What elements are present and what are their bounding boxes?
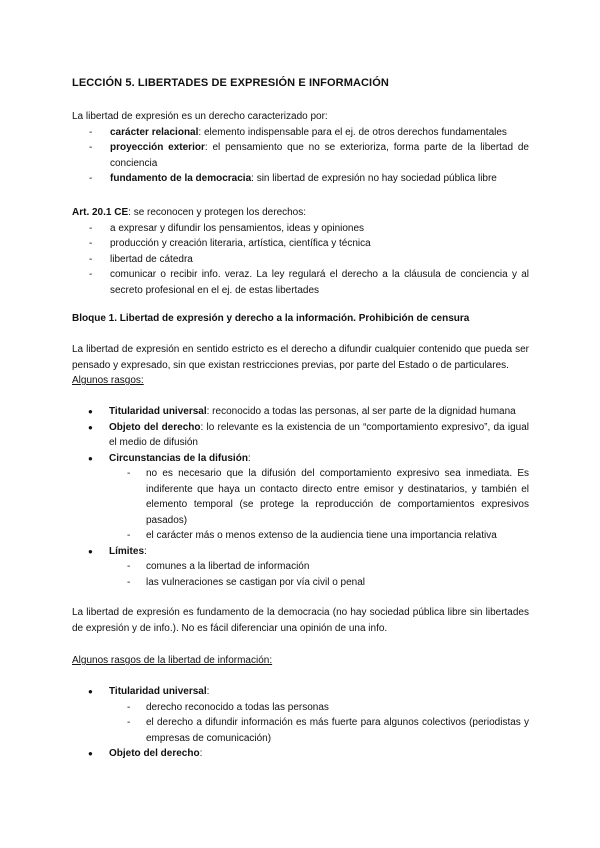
list-item — [72, 140, 529, 171]
item-text: las vulneraciones se castigan por vía civil o penal — [146, 576, 366, 588]
dash-marker: - — [89, 126, 93, 138]
article-lead-text: : se reconocen y protegen los derechos: — [128, 207, 307, 218]
bullet-marker: ● — [88, 453, 93, 463]
item-text: no es necesario que la difusión del comportamiento expresivo sea inmediata. Es indiferente que haya un contacto directo entre emisor y destinatarios, y también el elemento temporal (se protege la reproducción de comportamientos expresivos pasados) — [146, 468, 529, 526]
list-item — [72, 451, 529, 544]
info-list — [72, 684, 529, 762]
item-text: el carácter más o menos extenso de la audiencia tiene una importancia relativa — [146, 530, 497, 541]
item-term: Circunstancias de la difusión — [109, 452, 248, 464]
list-item — [72, 746, 529, 762]
list-item — [72, 252, 529, 268]
item-term: Titularidad universal — [109, 406, 207, 417]
dash-marker: - — [127, 468, 131, 479]
article-list — [72, 221, 529, 299]
item-text: : — [206, 686, 210, 697]
item-term: carácter relacional — [110, 126, 199, 138]
paragraph-text: La libertad de expresión es fundamento de la democracia (no hay sociedad pública libre sin libertades de expresión y de info.). No es fácil diferenciar una opinión de una info. — [72, 607, 529, 634]
bullet-marker: ● — [88, 749, 93, 758]
item-text: comunes a la libertad de información — [146, 561, 310, 572]
dash-marker: - — [127, 717, 131, 728]
list-item — [72, 404, 529, 420]
item-text: : lo relevante es la existencia de un “comportamiento expresivo”, da igual el medio de difusión — [109, 421, 529, 448]
dash-marker: - — [89, 173, 93, 184]
bullet-marker: ● — [88, 546, 93, 556]
list-item — [72, 267, 529, 298]
dash-marker: - — [89, 253, 93, 265]
dash-marker: - — [127, 576, 131, 588]
item-text: : elemento indispensable para el ej. de otros derechos fundamentales — [198, 126, 507, 138]
article-section — [72, 205, 529, 298]
bullet-marker: ● — [88, 407, 93, 416]
item-term: proyección exterior — [110, 142, 205, 153]
sub-list — [109, 466, 529, 544]
sub-list-item — [109, 466, 529, 528]
list-item — [72, 420, 529, 451]
item-term: Objeto del derecho — [109, 748, 200, 759]
intro-list — [72, 125, 529, 187]
dash-marker: - — [89, 142, 93, 153]
page-title: LECCIÓN 5. LIBERTADES DE EXPRESIÓN E INFORMACIÓN — [72, 77, 389, 89]
article-lead — [72, 205, 529, 221]
list-item — [72, 171, 529, 187]
item-text: derecho reconocido a todas las personas — [146, 701, 329, 713]
list-item — [72, 236, 529, 252]
info-label — [72, 653, 529, 669]
dash-marker: - — [89, 269, 93, 280]
item-text: : el pensamiento que no se exterioriza, forma parte de la libertad de conciencia — [110, 142, 529, 169]
item-term: Objeto del derecho — [109, 421, 201, 433]
intro-lead: La libertad de expresión es un derecho caracterizado por: — [72, 111, 328, 122]
sub-list-item — [109, 559, 529, 575]
item-term: fundamento de la democracia — [110, 173, 252, 184]
item-text: : — [144, 545, 147, 557]
rasgos-list — [72, 404, 529, 590]
item-text: el derecho a difundir información es más fuerte para algunos colectivos (periodistas y empresas de comunicación) — [146, 717, 529, 744]
article-term: Art. 20.1 CE — [72, 207, 129, 218]
bloque1-paragraph — [72, 342, 529, 389]
item-text: a expresar y difundir los pensamientos, ideas y opiniones — [110, 222, 365, 234]
dash-marker: - — [89, 222, 93, 234]
sub-list-item — [109, 715, 529, 746]
item-text: : reconocido a todas las personas, al ser parte de la dignidad humana — [206, 406, 516, 417]
sub-list — [109, 559, 529, 590]
item-term: Titularidad universal — [109, 686, 207, 697]
list-item — [72, 125, 529, 141]
item-text: libertad de cátedra — [110, 253, 193, 265]
list-item — [72, 221, 529, 237]
rasgos-list-section — [72, 404, 529, 590]
list-item — [72, 684, 529, 746]
item-text: comunicar o recibir info. veraz. La ley regulará el derecho a la cláusula de conciencia y al secreto profesional en el ej. de estas libertades — [110, 269, 529, 296]
item-text: : — [247, 452, 251, 464]
sub-list-item — [109, 528, 529, 544]
section-heading-text: Bloque 1. Libertad de expresión y derecho a la información. Prohibición de censura — [72, 313, 470, 324]
dash-marker: - — [127, 530, 131, 541]
item-text: : — [199, 748, 203, 759]
info-label-text: Algunos rasgos de la libertad de información: — [72, 655, 273, 666]
item-term: Límites — [109, 545, 145, 557]
paragraph-text: La libertad de expresión en sentido estricto es el derecho a difundir cualquier contenido que pueda ser pensado y expresado, sin que existan restricciones previas, por parte del Estado o de particulares. — [72, 344, 529, 371]
dash-marker: - — [127, 701, 131, 713]
sub-list-item — [109, 700, 529, 716]
sub-list — [109, 700, 529, 747]
bullet-marker: ● — [88, 687, 93, 696]
dash-marker: - — [89, 238, 93, 249]
rasgos-label: Algunos rasgos: — [72, 375, 144, 386]
dash-marker: - — [127, 561, 131, 572]
bloque1-paragraph-2 — [72, 605, 529, 636]
info-list-section — [72, 684, 529, 762]
section-heading — [72, 311, 529, 327]
sub-list-item — [109, 575, 529, 591]
item-text: producción y creación literaria, artística, científica y técnica — [110, 238, 371, 249]
list-item — [72, 544, 529, 591]
intro-section — [72, 109, 529, 187]
item-text: : sin libertad de expresión no hay sociedad pública libre — [251, 173, 497, 184]
bullet-marker: ● — [88, 422, 93, 432]
